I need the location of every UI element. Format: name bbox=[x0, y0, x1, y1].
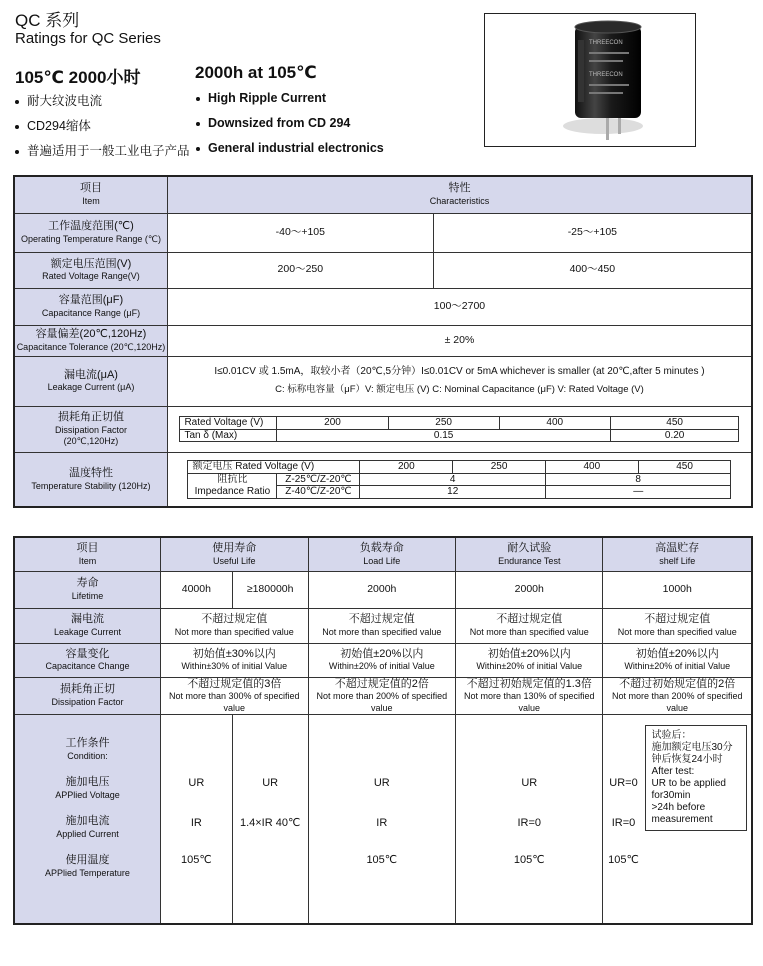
life-df-shelf: 不超过初始规定值的2倍 Not more than 200% of specified value bbox=[603, 677, 752, 714]
dissipation-value bbox=[167, 406, 752, 452]
stability-inner-table bbox=[187, 460, 731, 499]
df-tan-value-2: 0.20 bbox=[610, 429, 739, 442]
life-cap-shelf: 初始值±20%以内 Within±20% of initial Value bbox=[603, 643, 752, 677]
bullet-icon bbox=[15, 150, 19, 154]
life-table bbox=[13, 536, 753, 925]
cond-shelf bbox=[603, 714, 752, 924]
df-v200: 200 bbox=[277, 417, 388, 430]
brand-label-2: THREECON bbox=[589, 72, 623, 78]
impedance-ratio-label: 阻抗比 Impedance Ratio bbox=[188, 473, 277, 498]
life-leak-endurance: 不超过规定值 Not more than specified value bbox=[456, 608, 603, 643]
life-cap-load: 初始值±20%以内 Within±20% of initial Value bbox=[308, 643, 455, 677]
spec-table bbox=[13, 175, 753, 508]
leakage-line-1: I≤0.01CV 或 1.5mA，取较小者（20℃,5分钟）I≤0.01CV or 5mA whichever is smaller (at 20℃,after 5 minutes ) bbox=[214, 365, 705, 377]
life-df-useful: 不超过规定值的3倍 Not more than 300% of specified value bbox=[160, 677, 308, 714]
stab-rated-voltage-label: 额定电压 Rated Voltage (V) bbox=[188, 461, 360, 474]
voltage-value-1: 200～250 bbox=[167, 252, 433, 288]
stability-value bbox=[167, 452, 752, 507]
dissipation-inner-table bbox=[179, 416, 739, 442]
life-head-load: 负载寿命 Load Life bbox=[308, 537, 455, 571]
lifetime-shelf: 1000h bbox=[603, 571, 752, 608]
lifetime-useful-1: 4000h bbox=[160, 571, 232, 608]
after-test-note: 试验后： 施加额定电压30分钟后恢复24小时 After test: UR to be applied for30min >24h before measurement bbox=[645, 725, 747, 831]
capacitance-label: 容量范围(μF) Capacitance Range (μF) bbox=[14, 288, 167, 325]
series-title-zh: QC 系列 bbox=[15, 11, 80, 30]
z25-value-2: 8 bbox=[545, 473, 731, 486]
life-leak-useful: 不超过规定值 Not more than specified value bbox=[160, 608, 308, 643]
dissipation-label: 损耗角正切值 Dissipation Factor (20℃,120Hz) bbox=[14, 406, 167, 452]
life-head-item: 项目 Item bbox=[14, 537, 160, 571]
df-tan-label: Tan δ (Max) bbox=[180, 429, 277, 442]
z40-value-1: 12 bbox=[360, 486, 546, 499]
feature-zh-1: 耐大纹波电流 bbox=[15, 91, 102, 109]
stab-v450: 450 bbox=[638, 461, 731, 474]
df-v450: 450 bbox=[610, 417, 739, 430]
lifetime-label: 寿命 Lifetime bbox=[14, 571, 160, 608]
brand-label-1: THREECON bbox=[589, 40, 623, 46]
life-df-label: 损耗角正切 Dissipation Factor bbox=[14, 677, 160, 714]
leakage-line-2: C: 标称电容量（μF）V: 额定电压 (V) C: Nominal Capacitance (μF) V: Rated Voltage (V) bbox=[275, 384, 644, 396]
life-leak-shelf: 不超过规定值 Not more than specified value bbox=[603, 608, 752, 643]
bullet-icon bbox=[15, 100, 19, 104]
voltage-label: 额定电压范围(V) Rated Voltage Range(V) bbox=[14, 252, 167, 288]
life-head-endurance: 耐久试验 Endurance Test bbox=[456, 537, 603, 571]
life-leak-load: 不超过规定值 Not more than specified value bbox=[308, 608, 455, 643]
capacitor-image bbox=[485, 14, 695, 146]
stab-v400: 400 bbox=[545, 461, 638, 474]
cond-load: UR IR 105℃ bbox=[308, 714, 455, 924]
condition-label: 工作条件 Condition: 施加电压 APPlied Voltage 施加电流 Applied Current 使用温度 APPlied Temperature bbox=[14, 714, 160, 924]
life-df-load: 不超过规定值的2倍 Not more than 200% of specified value bbox=[308, 677, 455, 714]
life-head-useful: 使用寿命 Useful Life bbox=[160, 537, 308, 571]
feature-en-2: Downsized from CD 294 bbox=[196, 116, 350, 130]
life-head-shelf: 高温贮存 shelf Life bbox=[603, 537, 752, 571]
stab-v200: 200 bbox=[360, 461, 453, 474]
df-tan-value-1: 0.15 bbox=[277, 429, 610, 442]
bullet-icon bbox=[196, 122, 200, 126]
stability-label: 温度特性 Temperature Stability (120Hz) bbox=[14, 452, 167, 507]
life-cap-label: 容量变化 Capacitance Change bbox=[14, 643, 160, 677]
feature-zh-3: 普遍适用于一般工业电子产品 bbox=[15, 141, 190, 159]
temp-range-value-2: -25～+105 bbox=[433, 213, 752, 252]
leakage-value bbox=[167, 356, 752, 406]
spec-head-char: 特性 Characteristics bbox=[167, 176, 752, 213]
voltage-value-2: 400～450 bbox=[433, 252, 752, 288]
leakage-label: 漏电流(μA) Leakage Current (μA) bbox=[14, 356, 167, 406]
bullet-icon bbox=[196, 147, 200, 151]
lifetime-load: 2000h bbox=[308, 571, 455, 608]
headline-en: 2000h at 105℃ bbox=[195, 63, 317, 82]
feature-zh-2: CD294缩体 bbox=[15, 116, 91, 134]
lifetime-useful-2: ≥180000h bbox=[232, 571, 308, 608]
series-title-en: Ratings for QC Series bbox=[15, 30, 161, 47]
tolerance-label: 容量偏差(20℃,120Hz) Capacitance Tolerance (20℃,120Hz) bbox=[14, 325, 167, 356]
spec-head-item: 项目 Item bbox=[14, 176, 167, 213]
cond-useful-2: UR 1.4×IR 40℃ bbox=[232, 714, 308, 924]
life-leak-label: 漏电流 Leakage Current bbox=[14, 608, 160, 643]
capacitance-value: 100～2700 bbox=[167, 288, 752, 325]
df-v250: 250 bbox=[388, 417, 499, 430]
df-rated-voltage-label: Rated Voltage (V) bbox=[180, 417, 277, 430]
tolerance-value: ± 20% bbox=[167, 325, 752, 356]
life-cap-endurance: 初始值±20%以内 Within±20% of initial Value bbox=[456, 643, 603, 677]
bullet-icon bbox=[15, 125, 19, 129]
product-photo bbox=[484, 13, 696, 147]
df-v400: 400 bbox=[499, 417, 610, 430]
lifetime-endurance: 2000h bbox=[456, 571, 603, 608]
cond-shelf-values: UR=0 IR=0 105℃ bbox=[608, 776, 639, 867]
headline-zh: 105℃ 2000小时 bbox=[15, 68, 141, 87]
feature-en-3: General industrial electronics bbox=[196, 141, 384, 155]
temp-range-value-1: -40～+105 bbox=[167, 213, 433, 252]
stab-v250: 250 bbox=[453, 461, 546, 474]
z25-value-1: 4 bbox=[360, 473, 546, 486]
z40-label: Z-40℃/Z-20℃ bbox=[277, 486, 360, 499]
feature-en-1: High Ripple Current bbox=[196, 91, 326, 105]
bullet-icon bbox=[196, 97, 200, 101]
life-cap-useful: 初始值±30%以内 Within±30% of initial Value bbox=[160, 643, 308, 677]
temp-range-label: 工作温度范围(℃) Operating Temperature Range (℃) bbox=[14, 213, 167, 252]
z40-value-2: — bbox=[545, 486, 731, 499]
z25-label: Z-25℃/Z-20℃ bbox=[277, 473, 360, 486]
cond-endurance: UR IR=0 105℃ bbox=[456, 714, 603, 924]
life-df-endurance: 不超过初始规定值的1.3倍 Not more than 130% of specified value bbox=[456, 677, 603, 714]
cond-useful-1: UR IR 105℃ bbox=[160, 714, 232, 924]
